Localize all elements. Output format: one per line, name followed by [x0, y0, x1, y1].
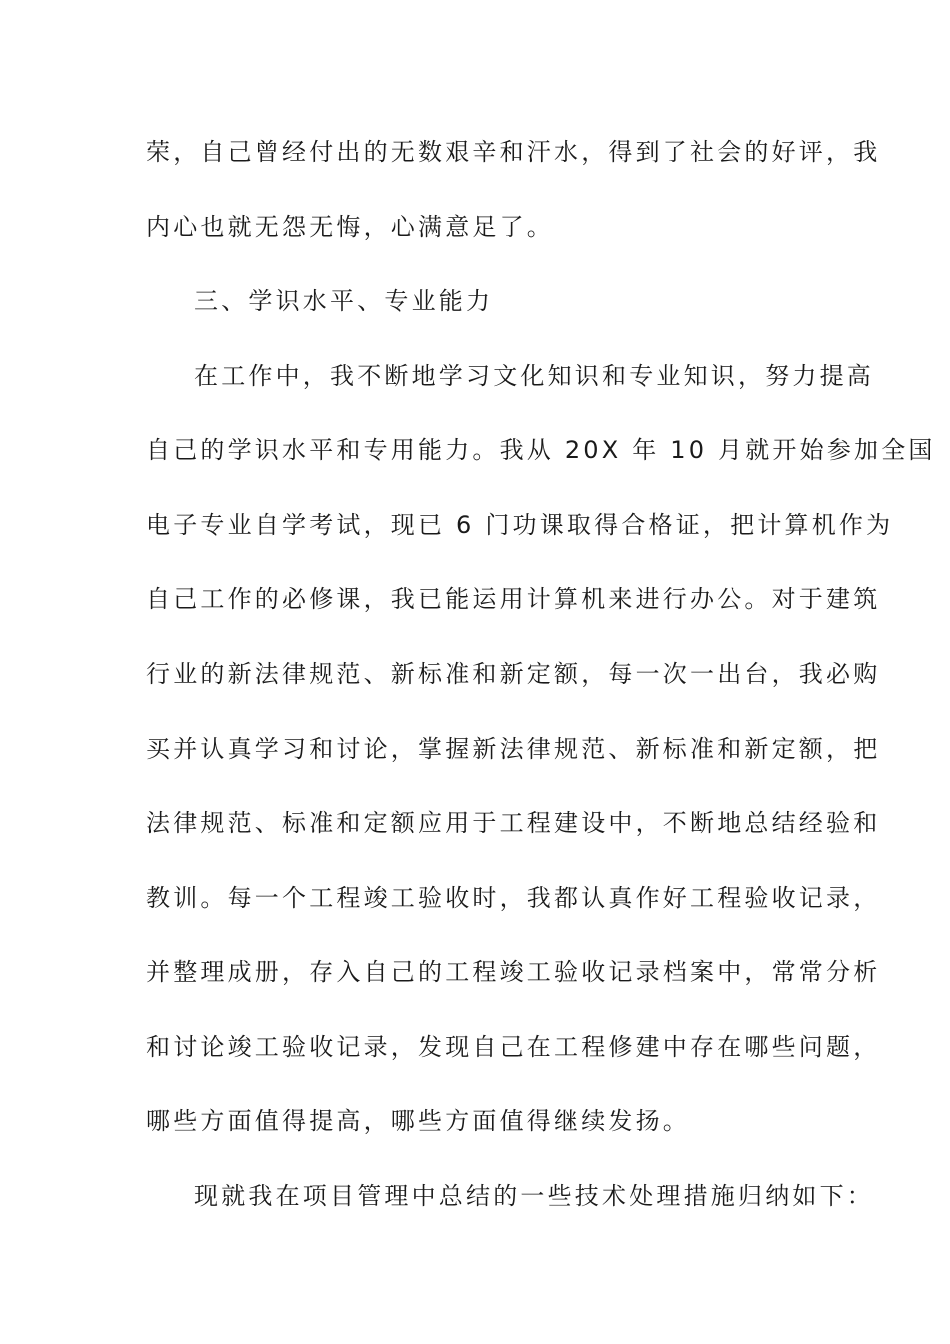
paragraph-line-4: 自己工作的必修课，我已能运用计算机来进行办公。对于建筑 — [146, 585, 881, 613]
paragraph-line-8: 教训。每一个工程竣工验收时，我都认真作好工程验收记录， — [146, 884, 881, 912]
paragraph-line-6: 买并认真学习和讨论，掌握新法律规范、新标准和新定额，把 — [146, 735, 881, 763]
text-line-1: 荣，自己曾经付出的无数艰辛和汗水，得到了社会的好评，我 — [146, 138, 881, 166]
text-line-2: 内心也就无怨无悔，心满意足了。 — [146, 213, 554, 241]
paragraph-line-1: 在工作中，我不断地学习文化知识和专业知识，努力提高 — [194, 362, 874, 390]
paragraph-line-10: 和讨论竣工验收记录，发现自己在工程修建中存在哪些问题， — [146, 1033, 881, 1061]
paragraph-line-3: 电子专业自学考试，现已 6 门功课取得合格证，把计算机作为 — [146, 511, 894, 539]
paragraph-line-7: 法律规范、标准和定额应用于工程建设中，不断地总结经验和 — [146, 809, 881, 837]
paragraph-line-9: 并整理成册，存入自己的工程竣工验收记录档案中，常常分析 — [146, 958, 881, 986]
paragraph-line-2: 自己的学识水平和专用能力。我从 20X 年 10 月就开始参加全国 — [146, 436, 936, 464]
paragraph-line-11: 哪些方面值得提高，哪些方面值得继续发扬。 — [146, 1107, 690, 1135]
closing-line: 现就我在项目管理中总结的一些技术处理措施归纳如下： — [194, 1182, 874, 1210]
paragraph-line-5: 行业的新法律规范、新标准和新定额，每一次一出台，我必购 — [146, 660, 881, 688]
section-heading: 三、学识水平、专业能力 — [194, 287, 494, 315]
